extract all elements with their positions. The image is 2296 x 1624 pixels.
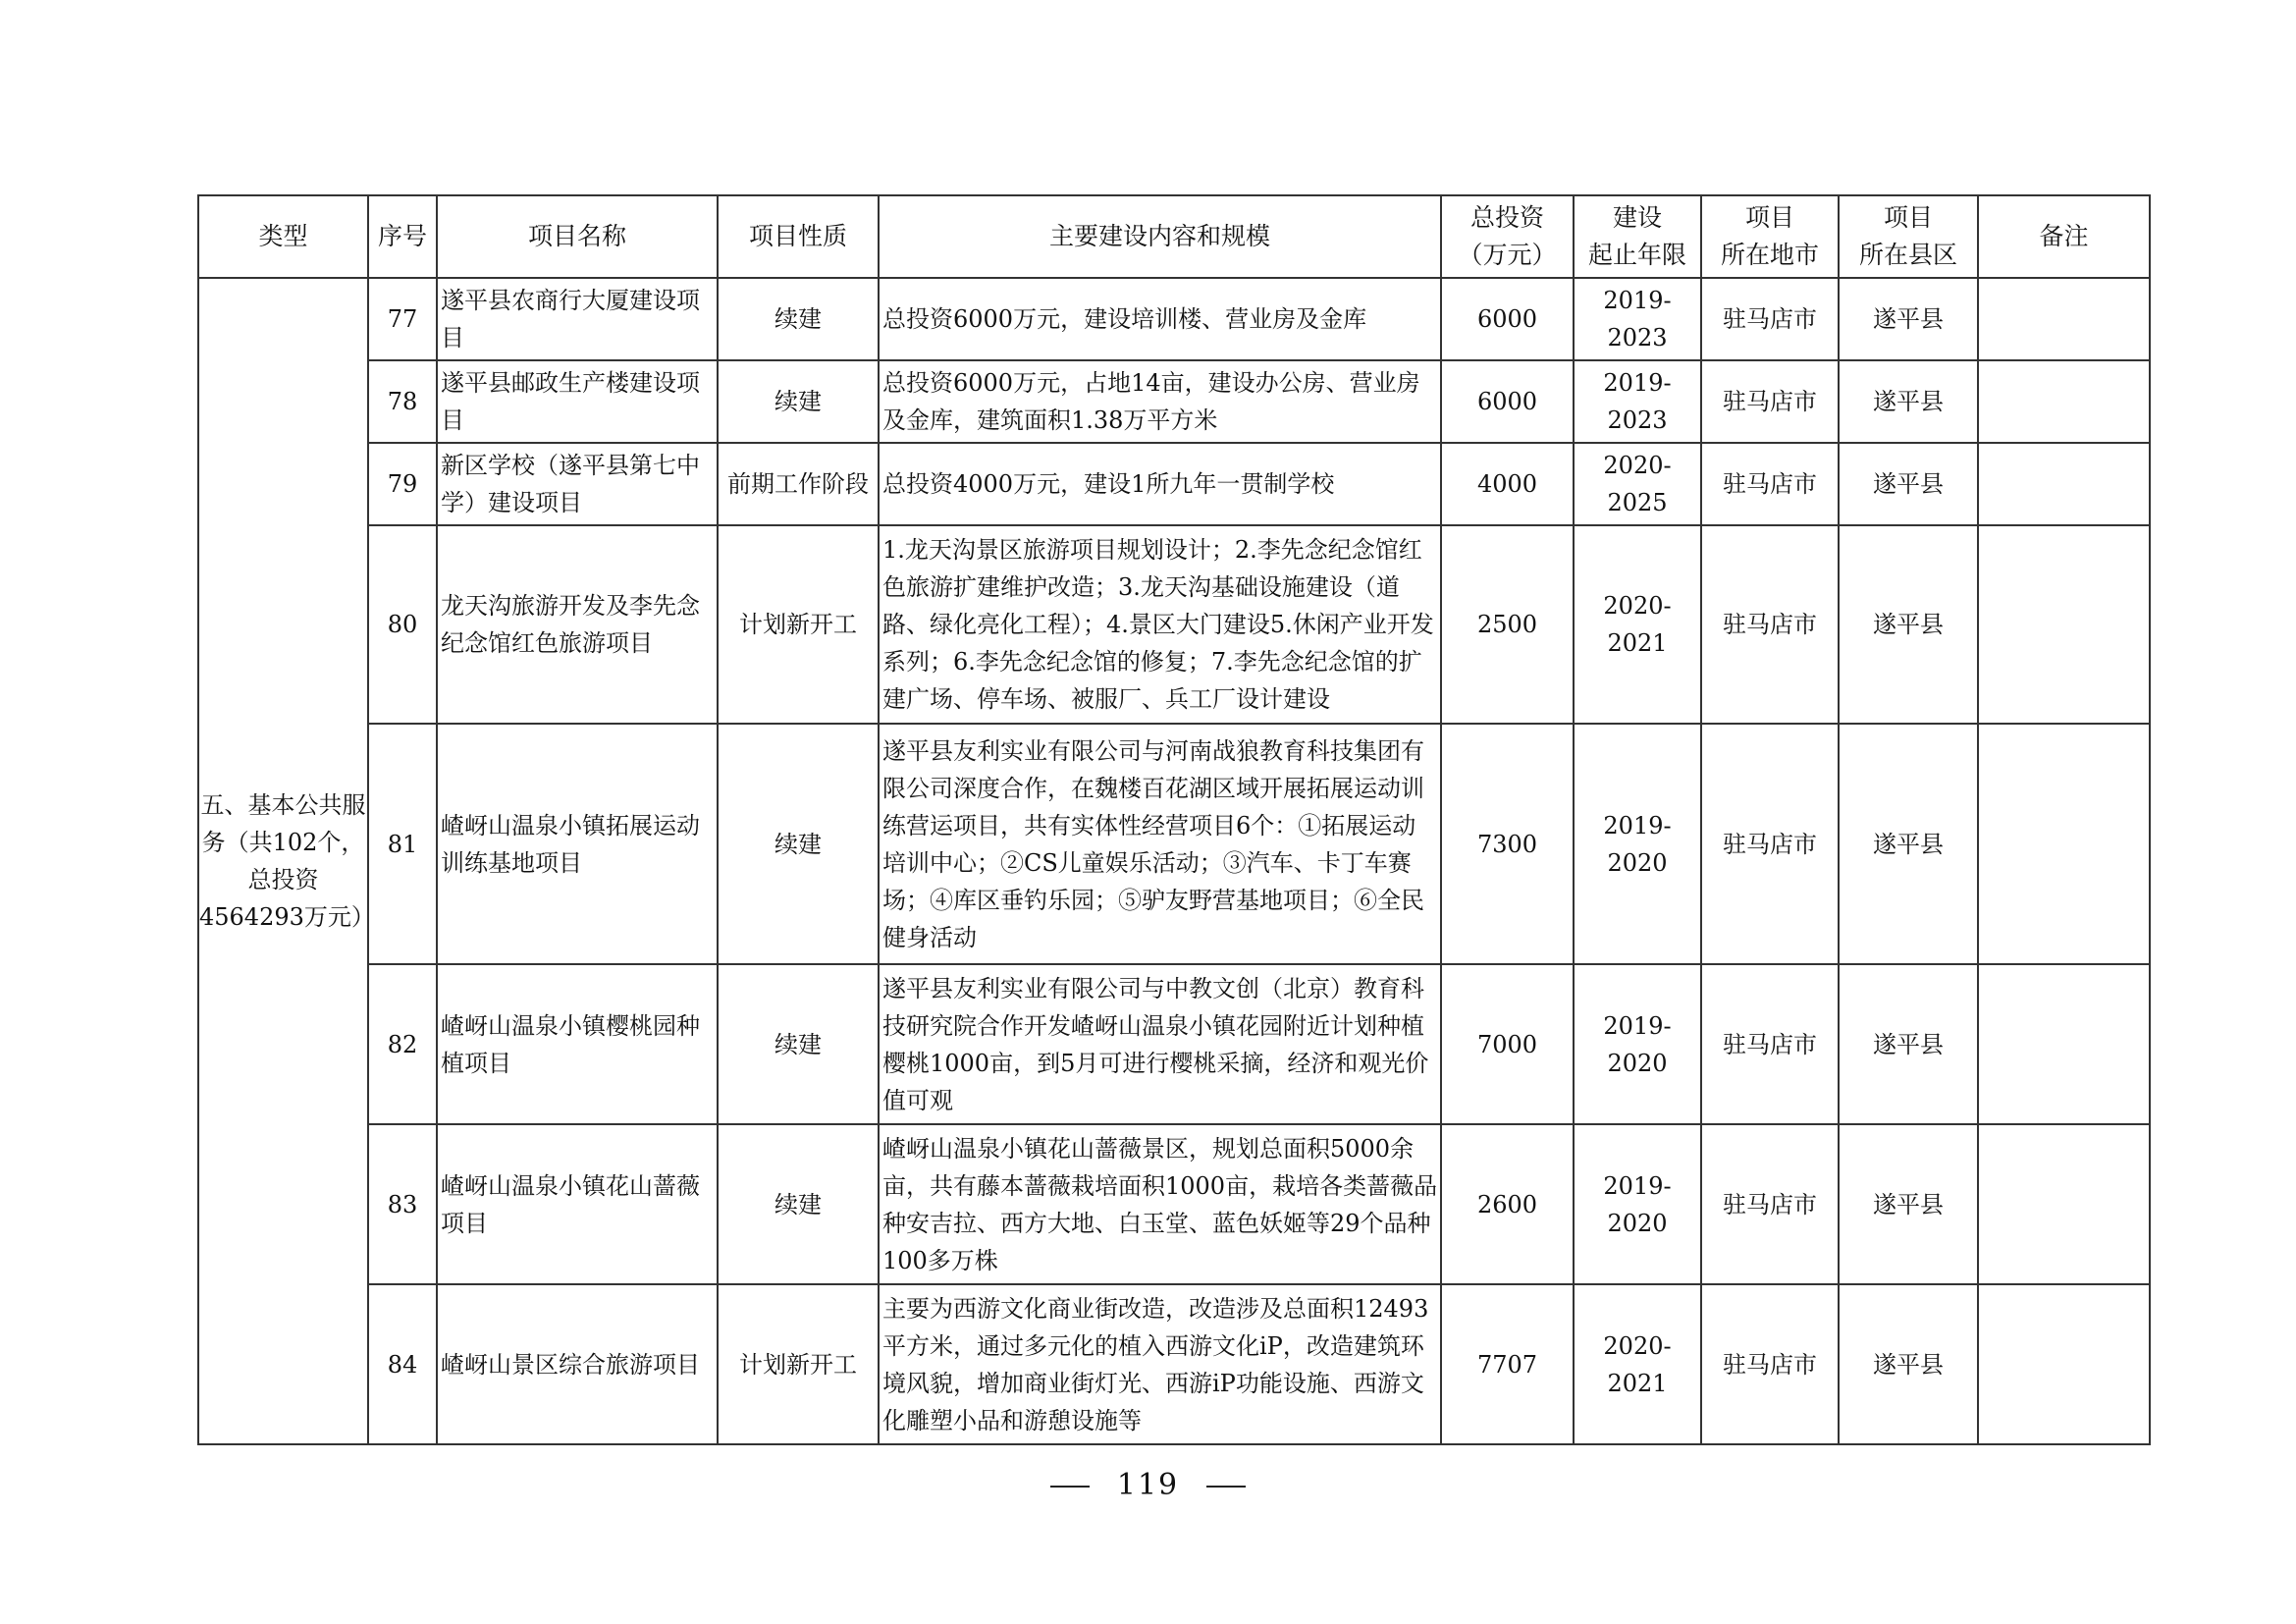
row-county: 遂平县 [1839,724,1978,964]
row-period: 2020-2025 [1574,443,1701,525]
row-nature: 续建 [718,360,879,443]
row-nature: 前期工作阶段 [718,443,879,525]
table-row [198,360,2150,443]
row-city: 驻马店市 [1701,1124,1839,1284]
header-city-line2: 所在地市 [1720,241,1819,269]
row-invest: 2600 [1441,1124,1574,1284]
row-no: 77 [368,278,437,360]
row-name: 嵖岈山温泉小镇拓展运动训练基地项目 [437,724,718,964]
row-period: 2019-2023 [1574,360,1701,443]
header-county-line2: 所在县区 [1858,241,1957,269]
row-city: 驻马店市 [1701,964,1839,1124]
row-no: 81 [368,724,437,964]
row-name: 遂平县农商行大厦建设项目 [437,278,718,360]
row-invest: 7707 [1441,1284,1574,1444]
left-dash [1050,1486,1090,1488]
row-content: 总投资6000万元，建设培训楼、营业房及金库 [879,278,1441,360]
row-remark [1978,443,2150,525]
row-invest: 6000 [1441,278,1574,360]
row-no: 80 [368,525,437,724]
row-content: 遂平县友利实业有限公司与河南战狼教育科技集团有限公司深度合作，在魏楼百花湖区域开展拓展运动训练营运项目，共有实体性经营项目6个：①拓展运动培训中心；②CS儿童娱乐活动；③汽车、卡丁车赛场；④库区垂钓乐园；⑤驴友野营基地项目；⑥全民健身活动 [879,724,1441,964]
row-remark [1978,1124,2150,1284]
row-nature: 续建 [718,724,879,964]
header-no: 序号 [368,195,437,278]
row-county: 遂平县 [1839,525,1978,724]
category-cell: 五、基本公共服务（共102个，总投资4564293万元） [198,278,368,1444]
header-period [1574,195,1701,278]
page-footer [0,1468,2296,1502]
row-city: 驻马店市 [1701,360,1839,443]
row-nature: 计划新开工 [718,1284,879,1444]
row-invest: 4000 [1441,443,1574,525]
table-row [198,724,2150,964]
row-county: 遂平县 [1839,1284,1978,1444]
row-remark [1978,278,2150,360]
row-no: 78 [368,360,437,443]
row-period: 2020-2021 [1574,525,1701,724]
row-county: 遂平县 [1839,1124,1978,1284]
row-name: 龙天沟旅游开发及李先念纪念馆红色旅游项目 [437,525,718,724]
row-remark [1978,360,2150,443]
header-invest-line2: （万元） [1458,241,1557,269]
header-name: 项目名称 [437,195,718,278]
row-content: 主要为西游文化商业街改造，改造涉及总面积12493平方米，通过多元化的植入西游文化iP，改造建筑环境风貌，增加商业街灯光、西游iP功能设施、西游文化雕塑小品和游憩设施等 [879,1284,1441,1444]
row-remark [1978,964,2150,1124]
row-invest: 7000 [1441,964,1574,1124]
header-nature: 项目性质 [718,195,879,278]
right-dash [1206,1486,1246,1488]
row-nature: 续建 [718,278,879,360]
project-table [197,194,2151,1445]
row-period: 2020-2021 [1574,1284,1701,1444]
header-county [1839,195,1978,278]
row-remark [1978,724,2150,964]
row-name: 嵖岈山温泉小镇花山蔷薇项目 [437,1124,718,1284]
row-invest: 7300 [1441,724,1574,964]
row-period: 2019-2023 [1574,278,1701,360]
row-content: 1.龙天沟景区旅游项目规划设计；2.李先念纪念馆红色旅游扩建维护改造；3.龙天沟基础设施建设（道路、绿化亮化工程）；4.景区大门建设5.休闲产业开发系列；6.李先念纪念馆的修复；7.李先念纪念馆的扩建广场、停车场、被服厂、兵工厂设计建设 [879,525,1441,724]
header-city-line1: 项目 [1744,203,1794,232]
row-city: 驻马店市 [1701,525,1839,724]
header-invest-line1: 总投资 [1469,203,1544,232]
row-nature: 续建 [718,1124,879,1284]
row-city: 驻马店市 [1701,443,1839,525]
row-city: 驻马店市 [1701,724,1839,964]
row-content: 遂平县友利实业有限公司与中教文创（北京）教育科技研究院合作开发嵖岈山温泉小镇花园附近计划种植樱桃1000亩，到5月可进行樱桃采摘，经济和观光价值可观 [879,964,1441,1124]
table-row [198,964,2150,1124]
row-period: 2019-2020 [1574,964,1701,1124]
page-number: 119 [1116,1468,1180,1502]
row-nature: 计划新开工 [718,525,879,724]
row-county: 遂平县 [1839,964,1978,1124]
row-no: 84 [368,1284,437,1444]
row-no: 79 [368,443,437,525]
row-county: 遂平县 [1839,360,1978,443]
header-county-line1: 项目 [1883,203,1933,232]
table-header-row [198,195,2150,278]
row-period: 2019-2020 [1574,1124,1701,1284]
row-invest: 6000 [1441,360,1574,443]
header-period-line1: 建设 [1612,203,1662,232]
table-row [198,1284,2150,1444]
table-row [198,443,2150,525]
table-row [198,1124,2150,1284]
row-period: 2019-2020 [1574,724,1701,964]
row-name: 遂平县邮政生产楼建设项目 [437,360,718,443]
row-name: 嵖岈山景区综合旅游项目 [437,1284,718,1444]
row-name: 嵖岈山温泉小镇樱桃园种植项目 [437,964,718,1124]
row-name: 新区学校（遂平县第七中学）建设项目 [437,443,718,525]
table-row [198,278,2150,360]
header-period-line2: 起止年限 [1587,241,1686,269]
row-city: 驻马店市 [1701,1284,1839,1444]
row-no: 82 [368,964,437,1124]
row-no: 83 [368,1124,437,1284]
header-city [1701,195,1839,278]
table-row [198,525,2150,724]
header-remark: 备注 [1978,195,2150,278]
row-content: 总投资4000万元，建设1所九年一贯制学校 [879,443,1441,525]
row-remark [1978,1284,2150,1444]
header-invest [1441,195,1574,278]
row-city: 驻马店市 [1701,278,1839,360]
row-content: 总投资6000万元，占地14亩，建设办公房、营业房及金库，建筑面积1.38万平方米 [879,360,1441,443]
row-county: 遂平县 [1839,443,1978,525]
header-content: 主要建设内容和规模 [879,195,1441,278]
row-invest: 2500 [1441,525,1574,724]
row-remark [1978,525,2150,724]
header-type: 类型 [198,195,368,278]
row-content: 嵖岈山温泉小镇花山蔷薇景区，规划总面积5000余亩，共有藤本蔷薇栽培面积1000亩，栽培各类蔷薇品种安吉拉、西方大地、白玉堂、蓝色妖姬等29个品种100多万株 [879,1124,1441,1284]
row-county: 遂平县 [1839,278,1978,360]
row-nature: 续建 [718,964,879,1124]
